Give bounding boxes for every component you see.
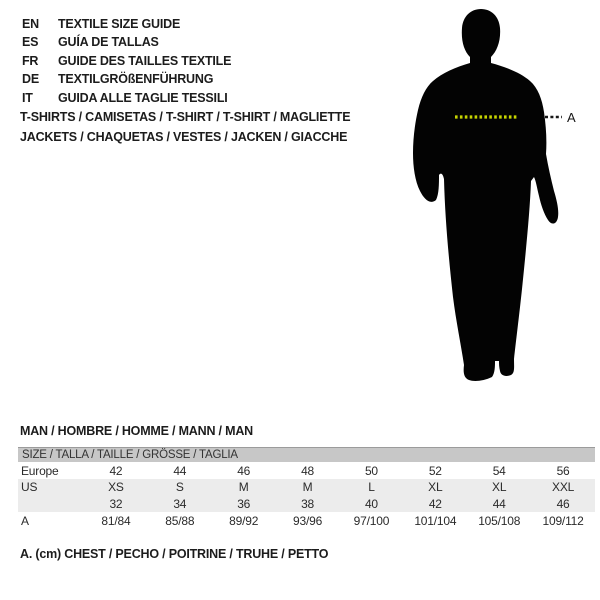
row-label: A (21, 513, 29, 528)
size-cell: 85/88 (165, 513, 195, 528)
language-title: TEXTILE SIZE GUIDE (58, 17, 181, 31)
gender-title: MAN / HOMBRE / HOMME / MANN / MAN (20, 424, 253, 438)
language-title: GUIDE DES TAILLES TEXTILE (58, 53, 232, 68)
size-cell: 48 (301, 463, 315, 478)
man-silhouette-figure (395, 0, 600, 400)
language-code: IT (22, 90, 33, 105)
row-label: Europe (21, 463, 59, 478)
measure-label-a: A (567, 110, 576, 125)
size-cell: L (340, 479, 404, 495)
size-cell: 101/104 (414, 513, 457, 528)
size-cell: 34 (148, 495, 212, 512)
size-table-header-row (18, 448, 595, 463)
language-row (22, 70, 231, 88)
size-cell: 52 (428, 463, 442, 478)
language-row (22, 89, 231, 107)
language-code: FR (22, 53, 39, 68)
size-table (18, 447, 595, 529)
language-title: GUIDA ALLE TAGLIE TESSILI (58, 90, 228, 105)
row-us-letters (18, 479, 595, 495)
size-cell: M (276, 479, 340, 495)
size-cell: XL (467, 479, 531, 495)
size-cell: 105/108 (478, 513, 521, 528)
language-code: ES (22, 35, 39, 50)
size-cell: S (148, 479, 212, 495)
size-table-header: SIZE / TALLA / TAILLE / GRÖSSE / TAGLIA (18, 448, 595, 463)
row-us-numbers (18, 495, 595, 512)
category-list (20, 108, 350, 147)
row-chest-cm (18, 512, 595, 529)
language-list (22, 15, 231, 107)
row-europe (18, 462, 595, 479)
size-cell: 56 (556, 463, 570, 478)
size-cell: 36 (212, 495, 276, 512)
language-title: GUÍA DE TALLAS (58, 35, 159, 50)
size-cell: 32 (84, 495, 148, 512)
category-line-tshirts: T-SHIRTS / CAMISETAS / T-SHIRT / T-SHIRT / MAGLIETTE (20, 110, 351, 124)
size-cell: 46 (531, 495, 595, 512)
size-cell: 93/96 (293, 513, 323, 528)
size-cell: XS (84, 479, 148, 495)
size-cell: 38 (276, 495, 340, 512)
size-cell: 42 (109, 463, 123, 478)
size-cell: M (212, 479, 276, 495)
language-code: DE (22, 72, 39, 87)
language-row (22, 15, 231, 33)
size-cell: 97/100 (353, 513, 390, 528)
size-cell: 40 (340, 495, 404, 512)
category-line-jackets: JACKETS / CHAQUETAS / VESTES / JACKEN / GIACCHE (20, 129, 348, 144)
row-label (18, 495, 84, 512)
man-silhouette (413, 9, 558, 381)
size-cell: 42 (403, 495, 467, 512)
size-cell: 89/92 (229, 513, 259, 528)
size-cell: XXL (531, 479, 595, 495)
language-title: TEXTILGRÖßENFÜHRUNG (58, 72, 214, 87)
language-code: EN (22, 17, 39, 31)
size-cell: 54 (492, 463, 506, 478)
row-label: US (18, 479, 84, 495)
size-cell: 109/112 (542, 513, 584, 528)
measurement-footnote: A. (cm) CHEST / PECHO / POITRINE / TRUHE / PETTO (20, 547, 329, 561)
language-row (22, 52, 231, 70)
size-cell: 46 (237, 463, 251, 478)
size-cell: XL (403, 479, 467, 495)
size-cell: 44 (173, 463, 187, 478)
size-cell: 50 (364, 463, 378, 478)
size-cell: 44 (467, 495, 531, 512)
language-row (22, 33, 231, 51)
size-cell: 81/84 (101, 513, 131, 528)
